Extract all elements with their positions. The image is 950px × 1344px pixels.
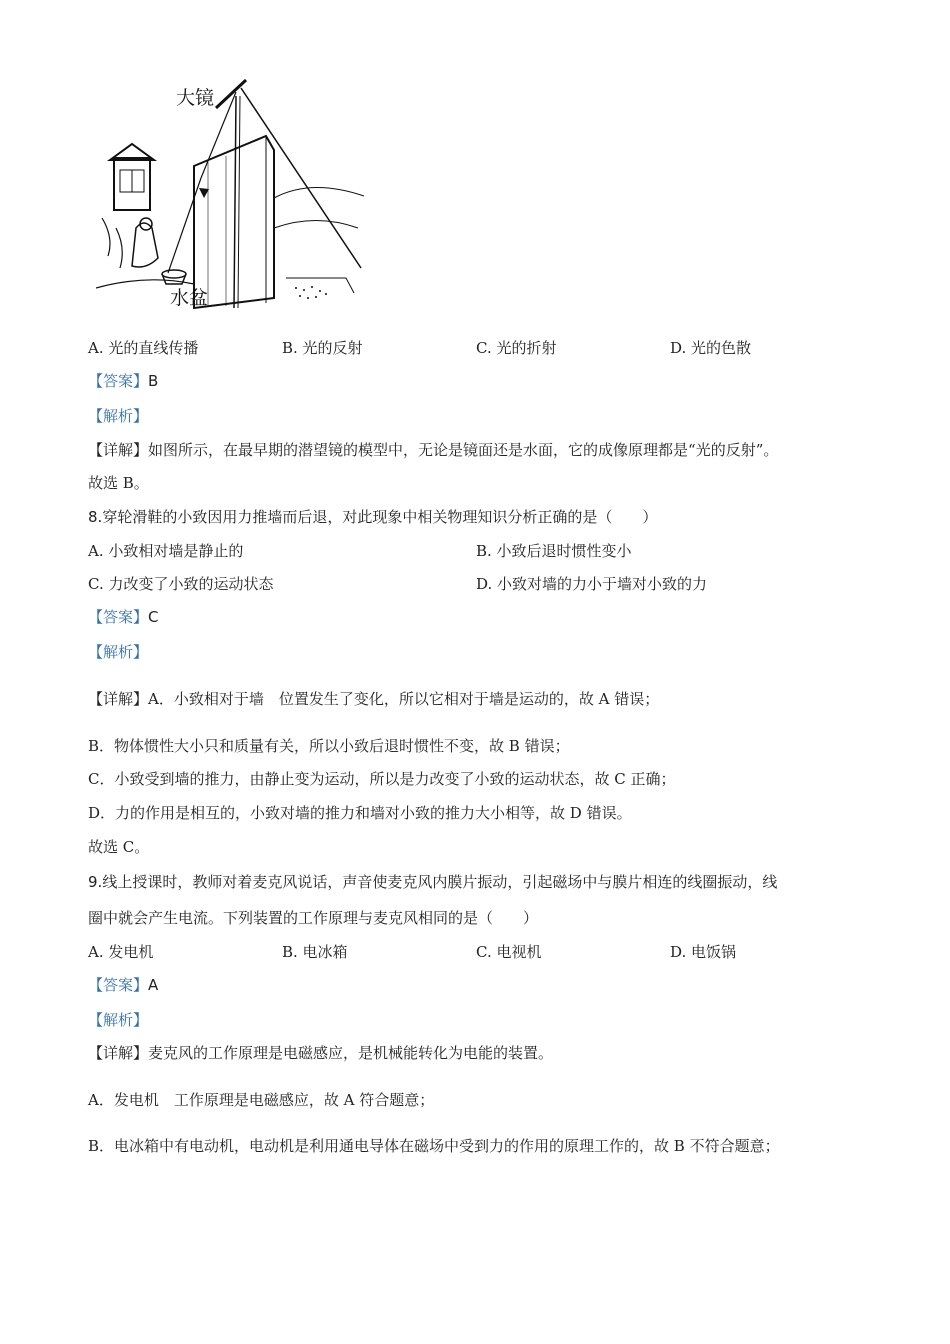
- q8-analysis-label: 【解析】: [88, 643, 149, 661]
- q7-answer-row: [88, 371, 158, 391]
- q9-number: 9.: [88, 873, 103, 891]
- q7-detail: [88, 440, 778, 460]
- detail-label: 【详解】: [88, 690, 149, 708]
- q8-detail-a: [88, 689, 659, 709]
- q7-option-c: C. 光的折射: [476, 339, 557, 357]
- answer-value: C: [148, 608, 159, 626]
- q9-option-d: D. 电饭锅: [670, 943, 737, 961]
- q7-option-b: B. 光的反射: [282, 339, 363, 357]
- periscope-illustration: [96, 78, 366, 316]
- q9-stem-line2: 圈中就会产生电流。下列装置的工作原理与麦克风相同的是（ ）: [88, 909, 539, 927]
- q9-detail: [88, 1043, 553, 1063]
- q7-analysis-label: 【解析】: [88, 407, 149, 425]
- q9-option-a: A. 发电机: [88, 943, 154, 961]
- detail-text: 麦克风的工作原理是电磁感应，是机械能转化为电能的装置。: [148, 1044, 554, 1062]
- q8-option-a: A. 小致相对墙是静止的: [88, 542, 244, 560]
- q8-option-d: D. 小致对墙的力小于墙对小致的力: [476, 575, 708, 593]
- q7-option-d: D. 光的色散: [670, 339, 752, 357]
- detail-text: A．小致相对于墙 位置发生了变化，所以它相对于墙是运动的，故 A 错误；: [148, 690, 660, 708]
- q9-stem-text: 线上授课时，教师对着麦克风说话，声音使麦克风内膜片振动，引起磁场中与膜片相连的线圈振动，线: [102, 873, 778, 891]
- answer-value: B: [148, 372, 159, 390]
- answer-label: 【答案】: [88, 608, 149, 626]
- detail-text: 如图所示，在最早期的潜望镜的模型中，无论是镜面还是水面，它的成像原理都是“光的反射”。: [148, 441, 779, 459]
- answer-label: 【答案】: [88, 976, 149, 994]
- q9-option-b: B. 电冰箱: [282, 943, 348, 961]
- q7-conclusion: 故选 B。: [88, 474, 149, 492]
- answer-value: A: [148, 976, 159, 994]
- detail-label: 【详解】: [88, 441, 149, 459]
- q8-detail-d: D．力的作用是相互的，小致对墙的推力和墙对小致的推力大小相等，故 D 错误。: [88, 804, 632, 822]
- label-mirror: 大镜: [176, 87, 215, 109]
- detail-label: 【详解】: [88, 1044, 149, 1062]
- q8-detail-b: B．物体惯性大小只和质量有关，所以小致后退时惯性不变，故 B 错误；: [88, 737, 570, 755]
- q8-option-c: C. 力改变了小致的运动状态: [88, 575, 274, 593]
- q7-option-a: A. 光的直线传播: [88, 339, 199, 357]
- label-basin: 水盆: [170, 287, 209, 309]
- q8-number: 8.: [88, 508, 103, 526]
- q8-conclusion: 故选 C。: [88, 838, 150, 856]
- q9-option-c: C. 电视机: [476, 943, 542, 961]
- q8-stem-text: 穿轮滑鞋的小致因用力推墙而后退，对此现象中相关物理知识分析正确的是（ ）: [102, 508, 658, 526]
- q9-stem-line1: [88, 872, 777, 892]
- q8-answer-row: [88, 607, 159, 627]
- q8-option-b: B. 小致后退时惯性变小: [476, 542, 632, 560]
- q8-stem: [88, 507, 657, 527]
- q8-detail-c: C．小致受到墙的推力，由静止变为运动，所以是力改变了小致的运动状态，故 C 正确；: [88, 770, 676, 788]
- answer-label: 【答案】: [88, 372, 149, 390]
- q9-answer-row: [88, 975, 158, 995]
- q9-detail-a: A．发电机 工作原理是电磁感应，故 A 符合题意；: [88, 1091, 435, 1109]
- q9-analysis-label: 【解析】: [88, 1011, 149, 1029]
- q9-detail-b: B．电冰箱中有电动机，电动机是利用通电导体在磁场中受到力的作用的原理工作的，故 B 不符合题意；: [88, 1137, 780, 1155]
